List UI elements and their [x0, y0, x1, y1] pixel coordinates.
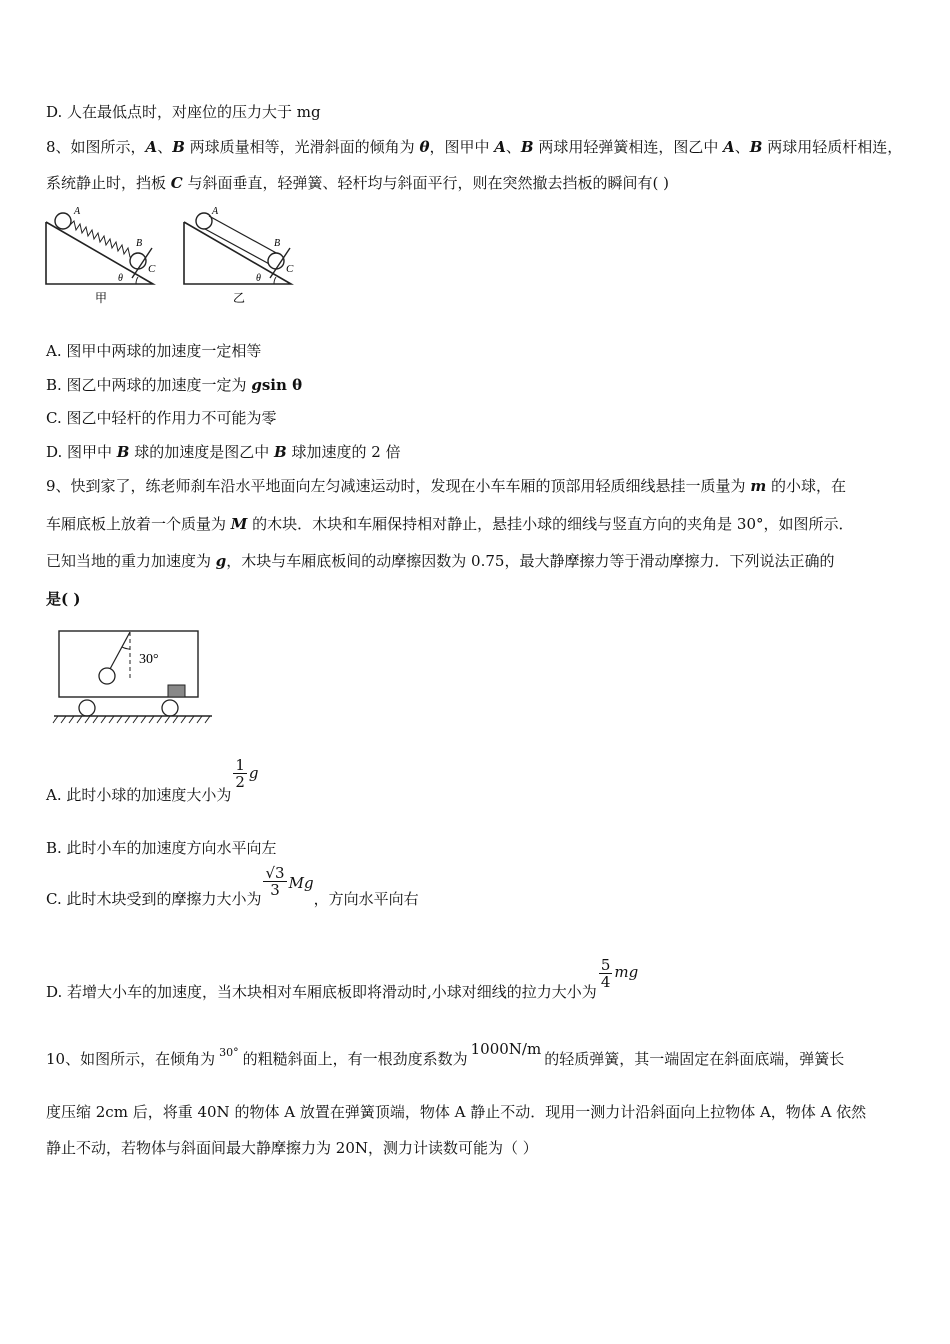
wooden-block	[168, 685, 185, 697]
ball-a	[55, 213, 71, 229]
q8-stem-line2: 系统静止时，挡板 C 与斜面垂直，轻弹簧、轻杆均与斜面平行，则在突然撤去挡板的瞬间有( )	[46, 174, 669, 192]
q9-option-c: C. 此时木块受到的摩擦力大小为 $\frac{√3}{3}$ Mg，方向水平向右	[46, 864, 419, 908]
q9-stem-line2: 车厢底板上放着一个质量为 M 的木块．木块和车厢保持相对静止，悬挂小球的细线与竖直方向的夹角是 30°，如图所示．	[46, 515, 854, 533]
label-a: A	[212, 206, 219, 217]
rod	[205, 229, 273, 266]
q10-stem-line2: 度压缩 2cm 后，将重 40N 的物体 A 放置在弹簧顶端，物体 A 静止不动．现用一测力计沿斜面向上拉物体 A，物体 A 依然	[46, 1103, 867, 1121]
q9-figure	[50, 625, 220, 725]
q10-stem-line3: 静止不动，若物体与斜面间最大静摩擦力为 20N，测力计读数可能为（ ）	[46, 1139, 538, 1157]
small-ball	[99, 668, 115, 684]
q9-stem-line4: 是( )	[46, 590, 81, 608]
rod	[209, 216, 280, 255]
q8-option-c: C. 图乙中轻杆的作用力不可能为零	[46, 409, 277, 427]
label-c: C	[286, 263, 294, 275]
q8-option-b: B. 图乙中两球的加速度一定为 gsin θ	[46, 376, 303, 394]
q8-option-a: A. 图甲中两球的加速度一定相等	[46, 342, 262, 360]
q10-stem-line1: 10、如图所示，在倾角为 $^{30^\circ}$ 的粗糙斜面上，有一根劲度系数为1000N/m的轻质弹簧，其一端固定在斜面底端，弹簧长	[46, 1040, 845, 1068]
q9-option-d: D. 若增大小车的加速度，当木块相对车厢底板即将滑动时,小球对细线的拉力大小为 $\frac{5}{4}$ mg	[46, 956, 639, 1001]
label-c: C	[148, 263, 156, 275]
label-jia: 甲	[95, 291, 108, 305]
wheel-right	[162, 700, 178, 716]
label-theta: θ	[118, 273, 123, 284]
figure-jia	[46, 206, 156, 305]
ground-hatch	[53, 716, 210, 723]
angle-label: 30°	[139, 652, 159, 667]
q9-stem-line1: 9、快到家了，练老师刹车沿水平地面向左匀减速运动时，发现在小车车厢的顶部用轻质细线悬挂一质量为 m 的小球，在	[46, 477, 846, 495]
q7-option-d: D. 人在最低点时，对座位的压力大于 mg	[46, 103, 321, 121]
label-theta: θ	[256, 273, 261, 284]
q8-option-d: D. 图甲中 B 球的加速度是图乙中 B 球加速度的 2 倍	[46, 443, 401, 461]
q9-option-a: A. 此时小球的加速度大小为 $\frac{1}{2}$ g	[46, 756, 259, 804]
label-a: A	[74, 206, 81, 217]
q9-stem-line3: 已知当地的重力加速度为 g，木块与车厢底板间的动摩擦因数为 0.75，最大静摩擦力等于滑动摩擦力．下列说法正确的	[46, 552, 835, 570]
q9-option-b: B. 此时小车的加速度方向水平向左	[46, 839, 277, 857]
figure-yi	[184, 206, 294, 305]
label-b: B	[136, 238, 143, 249]
label-b: B	[274, 238, 281, 249]
label-yi: 乙	[233, 291, 246, 305]
q8-figure	[40, 200, 310, 310]
wheel-left	[79, 700, 95, 716]
ball-a	[196, 213, 212, 229]
q8-stem-line1: 8、如图所示，A、B 两球质量相等，光滑斜面的倾角为 θ，图甲中 A、B 两球用轻弹簧相连，图乙中 A、B 两球用轻质杆相连，	[46, 138, 903, 156]
